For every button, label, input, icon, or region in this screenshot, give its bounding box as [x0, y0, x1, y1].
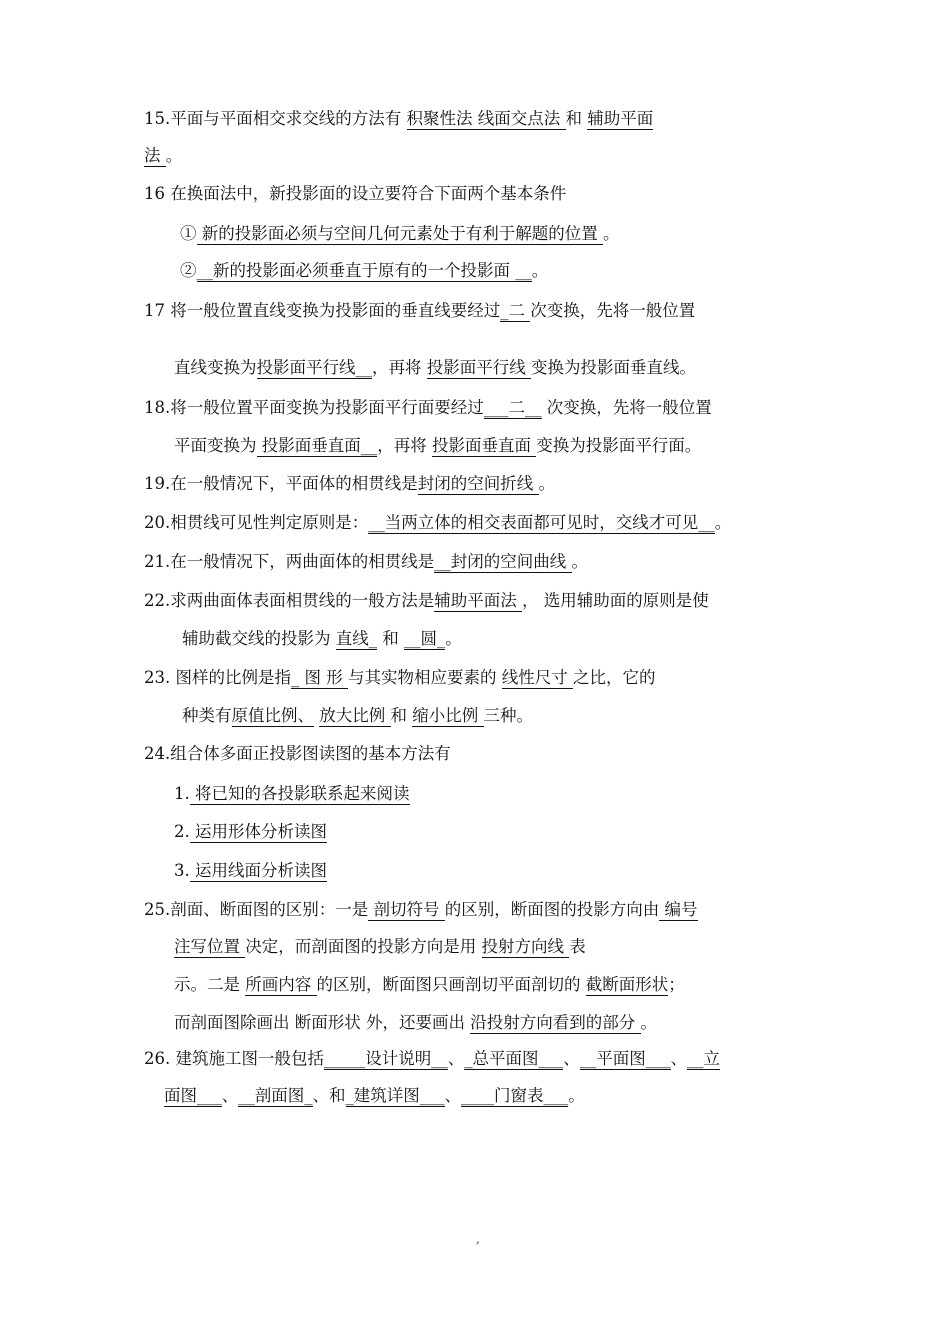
- q17-text: 次变换，先将一般位置: [530, 301, 696, 320]
- q25-answer: 断面形状: [294, 1013, 361, 1032]
- q15-text: 15.平面与平面相交求交线的方法有: [144, 109, 407, 128]
- q26-text: 26. 建筑施工图一般包括: [144, 1049, 324, 1068]
- q22-text: ， 选用辅助面的原则是使: [522, 591, 709, 610]
- q15-text: 。: [165, 146, 183, 165]
- q17-text: ，再将: [372, 358, 427, 377]
- answer-blank: 剖切符号: [368, 900, 445, 919]
- q22-text: 22.求两曲面体表面相贯线的一般方法是: [144, 591, 435, 610]
- q15-line1: [144, 108, 653, 130]
- answer-blank: 运用形体分析读图: [189, 822, 327, 841]
- q22-text: 。: [445, 629, 462, 648]
- q25-text: 决定，而剖面图的投影方向是用: [245, 937, 482, 956]
- answer-blank: 新的投影面必须与空间几何元素处于有利于解题的位置: [196, 224, 603, 243]
- q15-text: 和: [565, 109, 588, 128]
- q25-text: 25.剖面、断面图的区别：一是: [144, 900, 369, 919]
- q25-text: ；: [668, 975, 685, 994]
- q21-text: 21.在一般情况下，两曲面体的相贯线是: [144, 552, 435, 571]
- q18-text: 变换为投影面平行面。: [536, 436, 702, 455]
- q24-item-1: [174, 783, 410, 805]
- q16-intro: 16 在换面法中，新投影面的设立要符合下面两个基本条件: [144, 184, 567, 203]
- answer-blank: 将已知的各投影联系起来阅读: [189, 784, 410, 803]
- answer-blank: 运用线面分析读图: [189, 861, 327, 880]
- q26-text: 、: [447, 1049, 465, 1068]
- answer-blank: 所画内容: [245, 975, 317, 994]
- answer-blank: __封闭的空间曲线: [434, 552, 572, 571]
- answer-blank: _建筑详图___: [345, 1086, 445, 1105]
- q21-text: 。: [571, 552, 588, 571]
- q20-line: [144, 512, 731, 534]
- q25-text: 的区别，断面图的投影方向由: [444, 900, 660, 919]
- q25-text: 示。二是: [174, 975, 246, 994]
- list-number: 2.: [174, 822, 190, 841]
- q26-text: 、和: [312, 1086, 346, 1105]
- q18-line1: [144, 397, 712, 419]
- answer-blank: 辅助平面: [587, 109, 654, 128]
- answer-blank: 截断面形状: [585, 975, 669, 994]
- q16-text: 。: [603, 224, 620, 243]
- q26-text: 、: [444, 1086, 461, 1105]
- q25-text: 外，还要画出: [360, 1013, 471, 1032]
- q23-text: 与其实物相应要素的: [348, 668, 502, 687]
- answer-blank: _二: [500, 301, 531, 320]
- q25-text: 表: [569, 937, 586, 956]
- answer-blank: 原值比例、: [231, 706, 314, 725]
- answer-blank: 投影面平行线: [426, 358, 531, 377]
- q19-text: 。: [538, 474, 555, 493]
- q25-line2: [174, 936, 586, 958]
- answer-blank: __圆_: [404, 629, 446, 648]
- answer-blank: 编号: [659, 900, 698, 919]
- q24-item-2: [174, 821, 327, 843]
- answer-blank: 积聚性法: [406, 109, 478, 128]
- answer-blank: 投影面垂直面__: [256, 436, 378, 455]
- q20-text: 。: [714, 513, 732, 532]
- answer-blank: ____门窗表___: [461, 1086, 569, 1105]
- q24-intro: 24.组合体多面正投影图读图的基本方法有: [144, 744, 451, 763]
- answer-blank: 投影面垂直面: [432, 436, 537, 455]
- answer-blank: __立: [687, 1049, 720, 1068]
- q20-text: 20.相贯线可见性判定原则是：: [144, 513, 369, 532]
- answer-blank: ___二__: [483, 398, 542, 417]
- q25-line3: [174, 974, 685, 996]
- answer-blank: 封闭的空间折线: [417, 474, 539, 493]
- q22-line2: [182, 628, 462, 650]
- q25-text: 的区别，断面图只画剖切平面剖切的: [316, 975, 586, 994]
- q23-text: 种类有: [182, 706, 232, 725]
- q25-text: 。: [640, 1013, 657, 1032]
- q18-line2: [174, 435, 701, 457]
- q25-line1: [144, 899, 698, 921]
- q23-text: 之比，它的: [573, 668, 656, 687]
- q25-line4: [174, 1012, 657, 1034]
- q16-condition-1: [180, 223, 620, 245]
- answer-blank: __新的投影面必须垂直于原有的一个投影面: [196, 261, 516, 280]
- answer-blank: 法: [144, 146, 166, 165]
- q22-line1: [144, 590, 709, 612]
- q17-text: 17 将一般位置直线变换为投影面的垂直线要经过: [144, 301, 501, 320]
- q17-text: 直线变换为: [174, 358, 257, 377]
- q18-text: 平面变换为: [174, 436, 257, 455]
- q22-text: 和: [377, 629, 404, 648]
- answer-blank: 投射方向线: [481, 937, 570, 956]
- q15-line2: [144, 145, 182, 167]
- q23-line2: [182, 705, 533, 727]
- q23-text: 和: [390, 706, 413, 725]
- answer-blank: _ 图 形: [291, 668, 348, 687]
- q26-line2: [164, 1085, 585, 1107]
- q19-text: 19.在一般情况下，平面体的相贯线是: [144, 474, 418, 493]
- answer-blank: 线性尺寸: [501, 668, 573, 687]
- q23-text: 三种。: [483, 706, 533, 725]
- answer-blank: _____设计说明__: [324, 1049, 448, 1068]
- answer-blank: 辅助平面法: [434, 591, 522, 610]
- q16-text: 。: [531, 261, 549, 280]
- answer-blank: __: [515, 261, 532, 280]
- q18-text: 次变换，先将一般位置: [541, 398, 712, 417]
- q16-condition-2: [180, 260, 548, 282]
- answer-blank: _总平面图___: [464, 1049, 564, 1068]
- answer-blank: 注写位置: [174, 937, 246, 956]
- q24-item-3: [174, 860, 327, 882]
- q23-line1: [144, 667, 656, 689]
- q19-line: [144, 473, 555, 495]
- page-footer-mark: ,: [476, 1232, 480, 1246]
- q21-line: [144, 551, 588, 573]
- q18-text: 18.将一般位置平面变换为投影面平行面要经过: [144, 398, 484, 417]
- q26-text: 。: [568, 1086, 585, 1105]
- q17-text: 变换为投影面垂直线。: [531, 358, 696, 377]
- q25-text: 而剖面图除画出: [174, 1013, 295, 1032]
- answer-blank: 沿投射方向看到的部分: [470, 1013, 641, 1032]
- q22-text: 辅助截交线的投影为: [182, 629, 336, 648]
- q26-text: 、: [221, 1086, 239, 1105]
- answer-blank: 面图___: [164, 1086, 222, 1105]
- q17-line1: [144, 300, 695, 322]
- answer-blank: __当两立体的相交表面都可见时，交线才可见__: [368, 513, 715, 532]
- q26-text: 、: [563, 1049, 580, 1068]
- answer-blank: 放大比例: [319, 706, 391, 725]
- answer-blank: 投影面平行线__: [256, 358, 372, 377]
- q23-text: 23. 图样的比例是指: [144, 668, 291, 687]
- q17-line2: [174, 357, 696, 379]
- circled-number: ②: [180, 261, 197, 280]
- answer-blank: __剖面图_: [238, 1086, 313, 1105]
- answer-blank: 线面交点法: [477, 109, 566, 128]
- answer-blank: __平面图___: [579, 1049, 671, 1068]
- circled-number: ①: [180, 224, 197, 243]
- answer-blank: 直线_: [335, 629, 377, 648]
- q26-text: 、: [670, 1049, 687, 1068]
- list-number: 1.: [174, 784, 190, 803]
- answer-blank: 缩小比例: [412, 706, 484, 725]
- q26-line1: [144, 1048, 720, 1070]
- q18-text: ，再将: [377, 436, 432, 455]
- list-number: 3.: [174, 861, 190, 880]
